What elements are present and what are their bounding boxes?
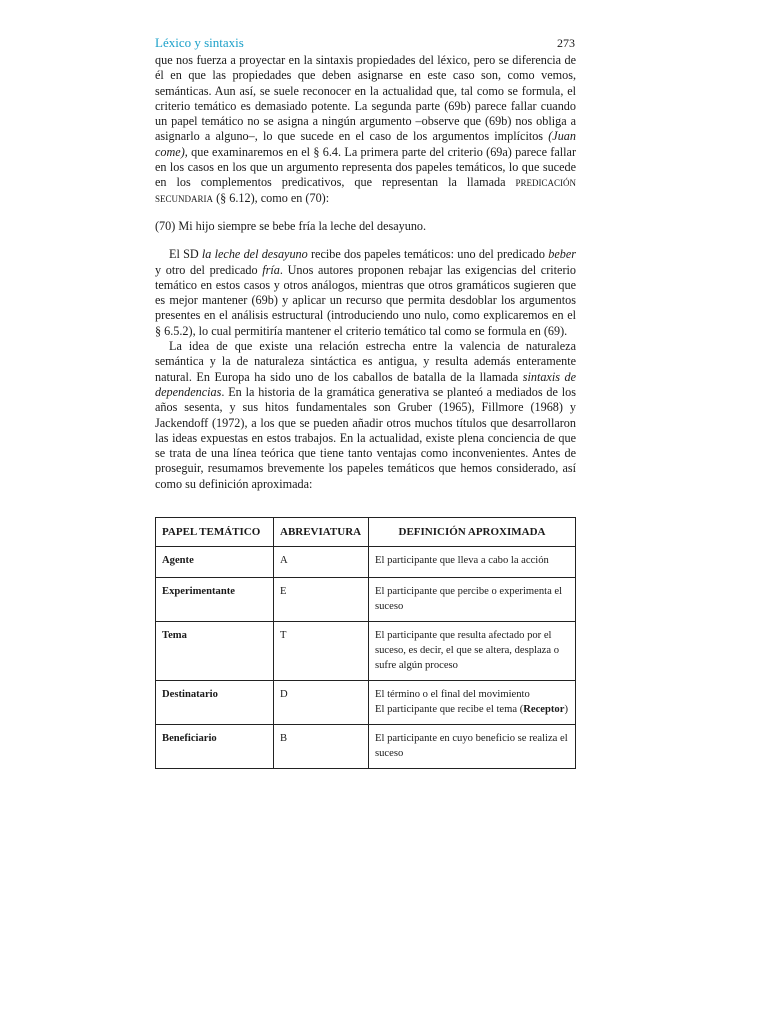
text-run: y otro del predicado — [155, 262, 263, 277]
abbreviation-cell: D — [274, 681, 369, 725]
table-header-row — [156, 518, 576, 547]
text-run: La idea de que existe una relación estrecha entre la valencia de naturaleza semántica y la de naturaleza sintáctica es antigua, y resulta además enteramente natural. En Europa ha sido uno de los caballos de batalla de la llamada — [155, 339, 576, 384]
definition-cell: El participante que resulta afectado por el suceso, es decir, el que se altera, desplaza o sufre algún proceso — [369, 622, 576, 681]
definition-line-2 — [375, 702, 569, 717]
text-run: ) — [564, 704, 568, 715]
table-row — [156, 681, 576, 725]
text-run: El participante que recibe el tema ( — [375, 704, 524, 715]
text-run: recibe dos papeles temáticos: uno del predicado — [307, 247, 549, 262]
paragraph-2 — [155, 247, 576, 339]
italic-example: (Juan come), — [155, 129, 576, 159]
role-cell: Agente — [156, 547, 274, 578]
abbreviation-cell: T — [274, 622, 369, 681]
role-cell: Beneficiario — [156, 725, 274, 769]
text-run: . Unos autores proponen rebajar las exigencias del criterio temático en estos casos y otros análogos, mientras que otros gramáticos sugieren que es mejor mantener (69b) y aplicar un recurso que permita desdoblar los argumentos presentes en el análisis estructural (introduciendo uno nulo, como explicaremos en el § 6.5.2), lo cual permitiría mantener el criterio temático tal como se formula en (69). — [155, 262, 576, 338]
definition-cell: El participante que percibe o experimenta el suceso — [369, 578, 576, 622]
bold-term: Receptor — [523, 704, 565, 715]
abbreviation-cell: B — [274, 725, 369, 769]
paragraph-3 — [155, 339, 576, 492]
role-cell: Experimentante — [156, 578, 274, 622]
table-row — [156, 578, 576, 622]
body-text — [155, 53, 576, 492]
italic-term: beber — [548, 247, 576, 262]
paragraph-1 — [155, 53, 576, 206]
small-caps-term: predicación secundaria — [155, 175, 576, 205]
running-header-title: Léxico y sintaxis — [155, 35, 244, 50]
column-header-definition: DEFINICIÓN APROXIMADA — [369, 518, 576, 547]
definition-line-1: El término o el final del movimiento — [375, 689, 530, 700]
abbreviation-cell: E — [274, 578, 369, 622]
definition-cell: El participante que lleva a cabo la acción — [369, 547, 576, 578]
abbreviation-cell: A — [274, 547, 369, 578]
definition-cell: El participante en cuyo beneficio se realiza el suceso — [369, 725, 576, 769]
italic-term: la leche del desayuno — [201, 247, 308, 262]
column-header-role: PAPEL TEMÁTICO — [156, 518, 274, 547]
table-row — [156, 622, 576, 681]
definition-cell — [369, 681, 576, 725]
example-70: (70) Mi hijo siempre se bebe fría la leche del desayuno. — [155, 218, 427, 233]
text-run: que examinaremos en el § 6.4. La primera parte del criterio (69a) parece fallar en los casos en los que un argumento representa dos papeles temáticos, lo que sucede en los complementos predicativos, que representan la llamada — [155, 144, 576, 190]
table-row — [156, 725, 576, 769]
table-row — [156, 547, 576, 578]
thematic-roles-table — [155, 517, 576, 769]
text-run: (§ 6.12), como en (70): — [213, 190, 330, 205]
text-run: que nos fuerza a proyectar en la sintaxis propiedades del léxico, pero se diferencia de él en que las propiedades que deben asignarse en este caso son, como vemos, semánticas. Aun así, se suele reconocer en la actualidad que, tal como se formula, el criterio temático es demasiado potente. La segunda parte (69b) parece fallar cuando un papel temático no se asigna a ningún argumento –observe que (69b) nos obliga a asignarlo a alguno–, lo que sucede en el caso de los argumentos implícitos — [155, 53, 576, 144]
text-run: El SD — [169, 247, 202, 262]
role-cell: Destinatario — [156, 681, 274, 725]
page-number: 273 — [557, 36, 575, 50]
text-run: . En la historia de la gramática generativa se planteó a mediados de los años sesenta, y sus hitos fundamentales son Gruber (1965), Fillmore (1968) y Jackendoff (1972), a los que se pueden añadir otros muchos títulos que desarrollaron las ideas expuestas en estos trabajos. En la actualidad, existe plena conciencia de que se trata de una línea teórica que tiene tanto ventajas como inconvenientes. Antes de proseguir, resumamos brevemente los papeles temáticos que hemos considerado, así como su definición aproximada: — [155, 384, 576, 491]
italic-term: sintaxis de dependencias — [155, 369, 576, 399]
role-cell: Tema — [156, 622, 274, 681]
column-header-abbreviation: ABREVIATURA — [274, 518, 369, 547]
italic-term: fría — [262, 262, 280, 277]
